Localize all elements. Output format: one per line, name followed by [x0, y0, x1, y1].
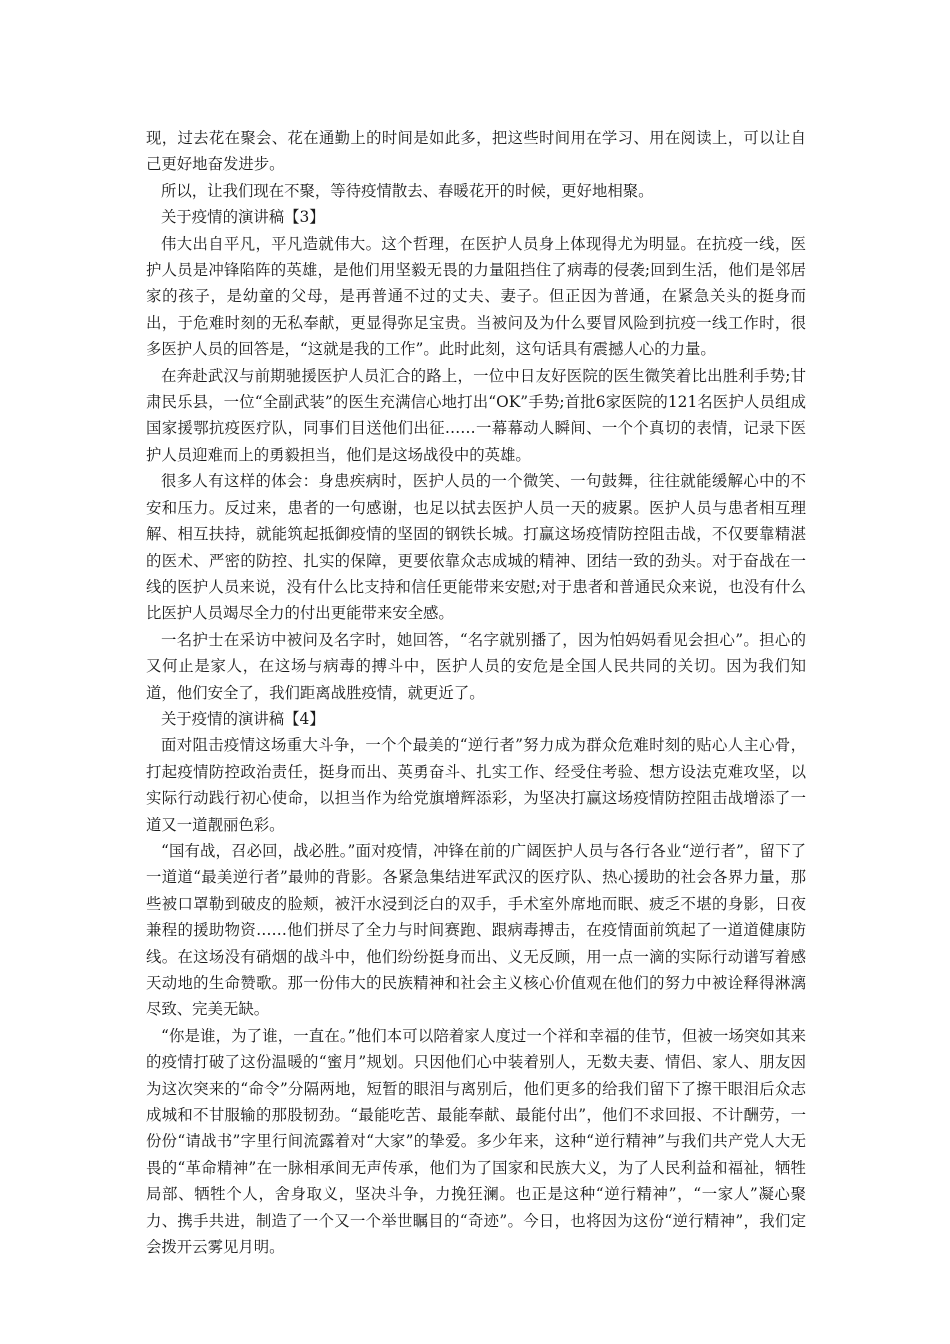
section-heading: 关于疫情的演讲稿【4】: [161, 709, 325, 728]
paragraph: “你是谁，为了谁，一直在。”他们本可以陪着家人度过一个祥和幸福的佳节，但被一场突如其来的疫情打破了这份温暖的“蜜月”规划。只因他们心中装着别人，无数夫妻、情侣、家人、朋友因为这次突来的“命令”分隔两地，短暂的眼泪与离别后，他们更多的给我们留下了擦干眼泪后众志成城和不甘服输的那股韧劲。“最能吃苦、最能奉献、最能付出”，他们不求回报、不计酬劳，一份份“请战书”字里行间流露着对“大家”的挚爱。多少年来，这种“逆行精神”与我们共产党人大无畏的“革命精神”在一脉相承间无声传承，他们为了国家和民族大义，为了人民利益和福祉，牺牲局部、牺牲个人，舍身取义，坚决斗争，力挽狂澜。也正是这种“逆行精神”，“一家人”凝心聚力、携手共进，制造了一个又一个举世瞩目的“奇迹”。今日，也将因为这份“逆行精神”，我们定会拨开云雾见月明。: [146, 1026, 806, 1257]
paragraph: 很多人有这样的体会：身患疾病时，医护人员的一个微笑、一句鼓舞，往往就能缓解心中的不安和压力。反过来，患者的一句感谢，也足以拭去医护人员一天的疲累。医护人员与患者相互理解、相互扶持，就能筑起抵御疫情的坚固的钢铁长城。打赢这场疫情防控阻击战，不仅要靠精湛的医术、严密的防控、扎实的保障，更要依靠众志成城的精神、团结一致的劲头。对于奋战在一线的医护人员来说，没有什么比支持和信任更能带来安慰;对于患者和普通民众来说，也没有什么比医护人员竭尽全力的付出更能带来安全感。: [146, 472, 806, 623]
paragraph: 在奔赴武汉与前期驰援医护人员汇合的路上，一位中日友好医院的医生微笑着比出胜利手势;甘肃民乐县，一位“全副武装”的医生充满信心地打出“OK”手势;首批6家医院的121名医护人员组成国家援鄂抗疫医疗队，同事们目送他们出征……一幕幕动人瞬间、一个个真切的表情，记录下医护人员迎难而上的勇毅担当，他们是这场战役中的英雄。: [146, 366, 806, 464]
paragraph: “国有战，召必回，战必胜。”面对疫情，冲锋在前的广阔医护人员与各行各业“逆行者”，留下了一道道“最美逆行者”最帅的背影。各紧急集结进军武汉的医疗队、热心援助的社会各界力量，那些被口罩勒到破皮的脸颊，被汗水浸到泛白的双手，手术室外席地而眠、疲乏不堪的身影，日夜兼程的援助物资……他们拼尽了全力与时间赛跑、跟病毒搏击，在疫情面前筑起了一道道健康防线。在这场没有硝烟的战斗中，他们纷纷挺身而出、义无反顾，用一点一滴的实际行动谱写着感天动地的生命赞歌。那一份伟大的民族精神和社会主义核心价值观在他们的努力中被诠释得淋漓尽致、完美无缺。: [146, 841, 806, 1019]
paragraph: 一名护士在采访中被问及名字时，她回答，“名字就别播了，因为怕妈妈看见会担心”。担心的又何止是家人，在这场与病毒的搏斗中，医护人员的安危是全国人民共同的关切。因为我们知道，他们安全了，我们距离战胜疫情，就更近了。: [146, 630, 806, 702]
paragraph: 现，过去花在聚会、花在通勤上的时间是如此多，把这些时间用在学习、用在阅读上，可以让自己更好地奋发进步。: [146, 129, 806, 174]
document-body: [146, 125, 806, 1260]
paragraph: 面对阻击疫情这场重大斗争，一个个最美的“逆行者”努力成为群众危难时刻的贴心人主心骨，打起疫情防控政治责任，挺身而出、英勇奋斗、扎实工作、经受住考验、想方设法克难攻坚，以实际行动践行初心使命，以担当作为给党旗增辉添彩，为坚决打赢这场疫情防控阻击战增添了一道又一道靓丽色彩。: [146, 736, 806, 834]
paragraph: 伟大出自平凡，平凡造就伟大。这个哲理，在医护人员身上体现得尤为明显。在抗疫一线，医护人员是冲锋陷阵的英雄，是他们用坚毅无畏的力量阻挡住了病毒的侵袭;回到生活，他们是邻居家的孩子，是幼童的父母，是再普通不过的丈夫、妻子。但正因为普通，在紧急关头的挺身而出，于危难时刻的无私奉献，更显得弥足宝贵。当被问及为什么要冒风险到抗疫一线工作时，很多医护人员的回答是，“这就是我的工作”。此时此刻，这句话具有震撼人心的力量。: [146, 234, 806, 359]
paragraph: 所以，让我们现在不聚，等待疫情散去、春暖花开的时候，更好地相聚。: [161, 181, 654, 200]
section-heading: 关于疫情的演讲稿【3】: [161, 208, 325, 227]
